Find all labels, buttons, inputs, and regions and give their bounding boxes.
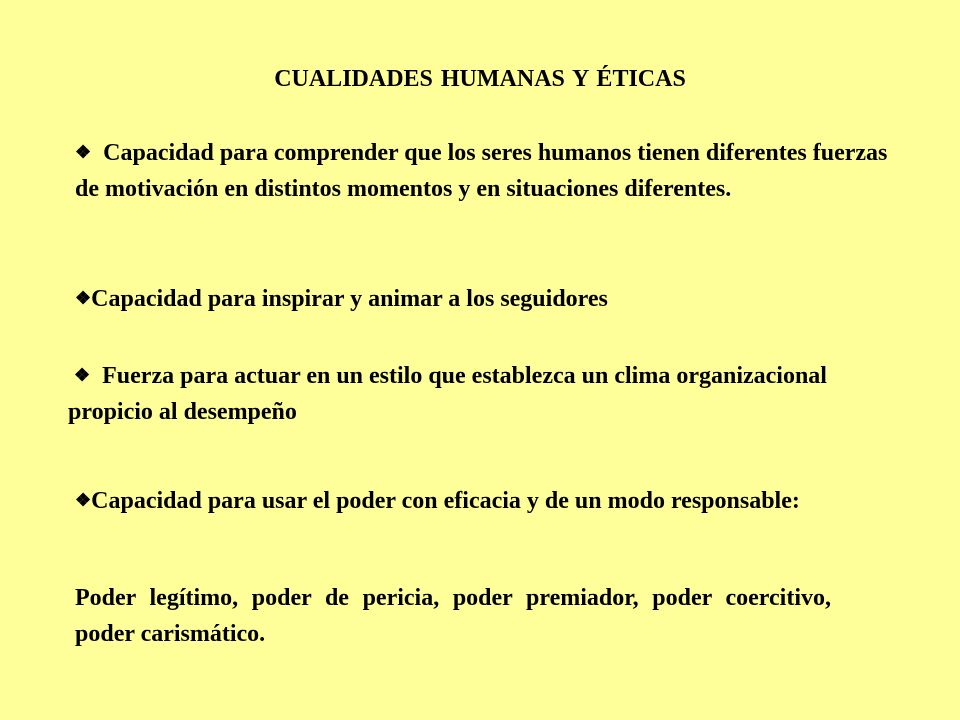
slide-title: CUALIDADES HUMANAS Y ÉTICAS xyxy=(274,66,686,92)
bullet-climate-text: Fuerza para actuar en un estilo que establezca un clima organizacional propicio al desempeño xyxy=(68,363,827,425)
diamond-bullet-icon: ❖ xyxy=(75,288,92,308)
bullet-inspire-text: Capacidad para inspirar y animar a los seguidores xyxy=(91,286,608,312)
bullet-power-detail: Poder legítimo, poder de pericia, poder premiador, poder coercitivo, poder carismático. xyxy=(75,585,831,647)
diamond-bullet-icon: ❖ xyxy=(74,365,91,385)
bullet-climate xyxy=(68,357,868,430)
diamond-bullet-icon: ❖ xyxy=(75,490,92,510)
bullet-motivation-text: Capacidad para comprender que los seres humanos tienen diferentes fuerzas de motivación en distintos momentos y en situaciones diferentes. xyxy=(75,140,888,202)
bullet-motivation xyxy=(75,134,915,207)
bullet-power-text: Capacidad para usar el poder con eficacia y de un modo responsable: xyxy=(91,488,800,514)
bullet-inspire xyxy=(75,280,835,317)
bullet-power xyxy=(75,482,831,519)
diamond-bullet-icon: ❖ xyxy=(75,142,92,162)
